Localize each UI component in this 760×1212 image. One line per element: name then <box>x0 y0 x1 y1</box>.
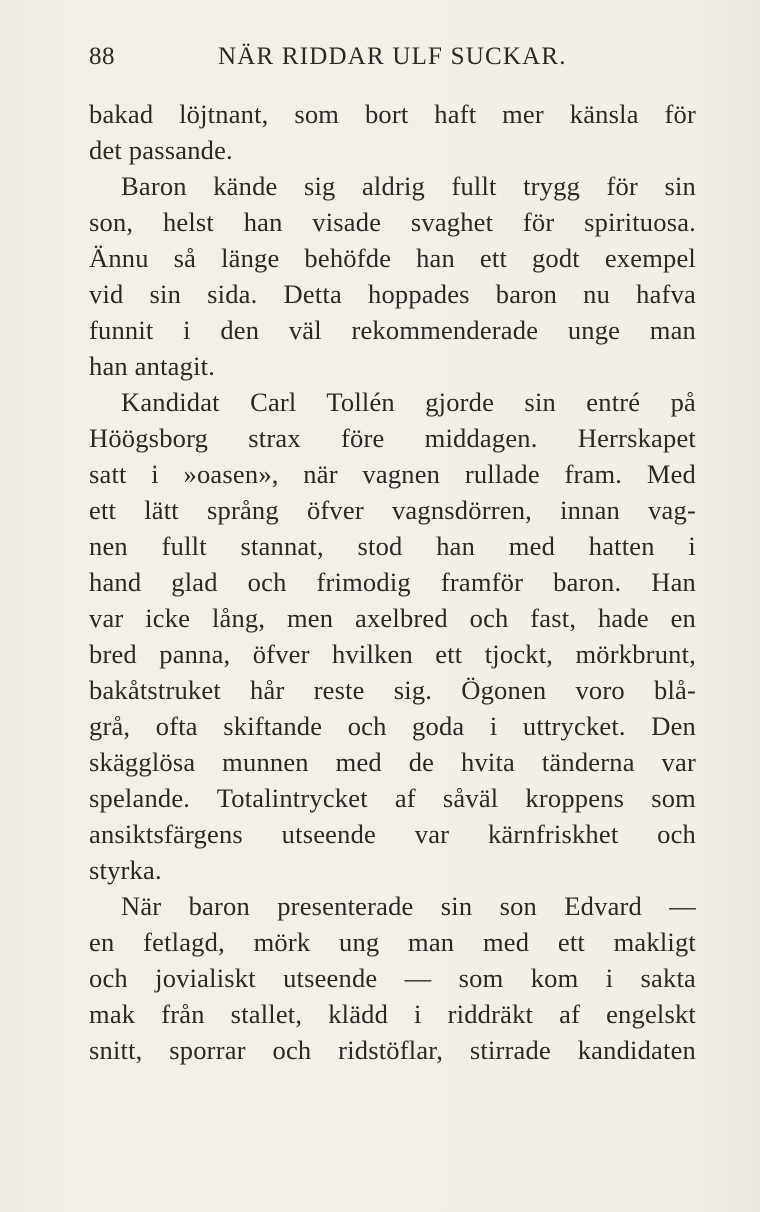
text-line: son, helst han visade svaghet för spirituosa. <box>89 207 696 237</box>
text-line: funnit i den väl rekommenderade unge man <box>89 315 696 345</box>
text-line: ett lätt språng öfver vagnsdörren, innan vag- <box>89 495 696 525</box>
page-number: 88 <box>89 43 115 70</box>
body-text <box>89 96 696 1068</box>
text-line: Höögsborg strax före middagen. Herrskapet <box>89 423 696 453</box>
text-line: Kandidat Carl Tollén gjorde sin entré på <box>121 387 696 417</box>
text-line: grå, ofta skiftande och goda i uttrycket. Den <box>89 711 696 741</box>
text-line: bred panna, öfver hvilken ett tjockt, mörkbrunt, <box>89 639 696 669</box>
text-line: mak från stallet, klädd i riddräkt af engelskt <box>89 999 696 1029</box>
text-line: nen fullt stannat, stod han med hatten i <box>89 531 696 561</box>
text-line: skägglösa munnen med de hvita tänderna var <box>89 747 696 777</box>
running-title: NÄR RIDDAR ULF SUCKAR. <box>218 43 567 70</box>
text-line: han antagit. <box>89 351 216 381</box>
text-line: en fetlagd, mörk ung man med ett makligt <box>89 927 696 957</box>
text-line: ansiktsfärgens utseende var kärnfriskhet och <box>89 819 696 849</box>
text-line: snitt, sporrar och ridstöflar, stirrade kandidaten <box>89 1035 696 1065</box>
text-line: Baron kände sig aldrig fullt trygg för sin <box>121 171 696 201</box>
text-line: satt i »oasen», när vagnen rullade fram. Med <box>89 459 696 489</box>
text-line: När baron presenterade sin son Edvard — <box>121 891 696 921</box>
running-head <box>89 43 695 79</box>
text-line: spelande. Totalintrycket af såväl kroppens som <box>89 783 696 813</box>
text-line: det passande. <box>89 135 233 165</box>
text-line: bakåtstruket hår reste sig. Ögonen voro blå- <box>89 675 696 705</box>
text-line: bakad löjtnant, som bort haft mer känsla för <box>89 99 696 129</box>
text-line: och jovialiskt utseende — som kom i sakta <box>89 963 696 993</box>
text-line: Ännu så länge behöfde han ett godt exempel <box>89 243 696 273</box>
text-line: var icke lång, men axelbred och fast, hade en <box>89 603 696 633</box>
text-line: vid sin sida. Detta hoppades baron nu hafva <box>89 279 696 309</box>
text-line: hand glad och frimodig framför baron. Han <box>89 567 696 597</box>
text-line: styrka. <box>89 855 162 885</box>
